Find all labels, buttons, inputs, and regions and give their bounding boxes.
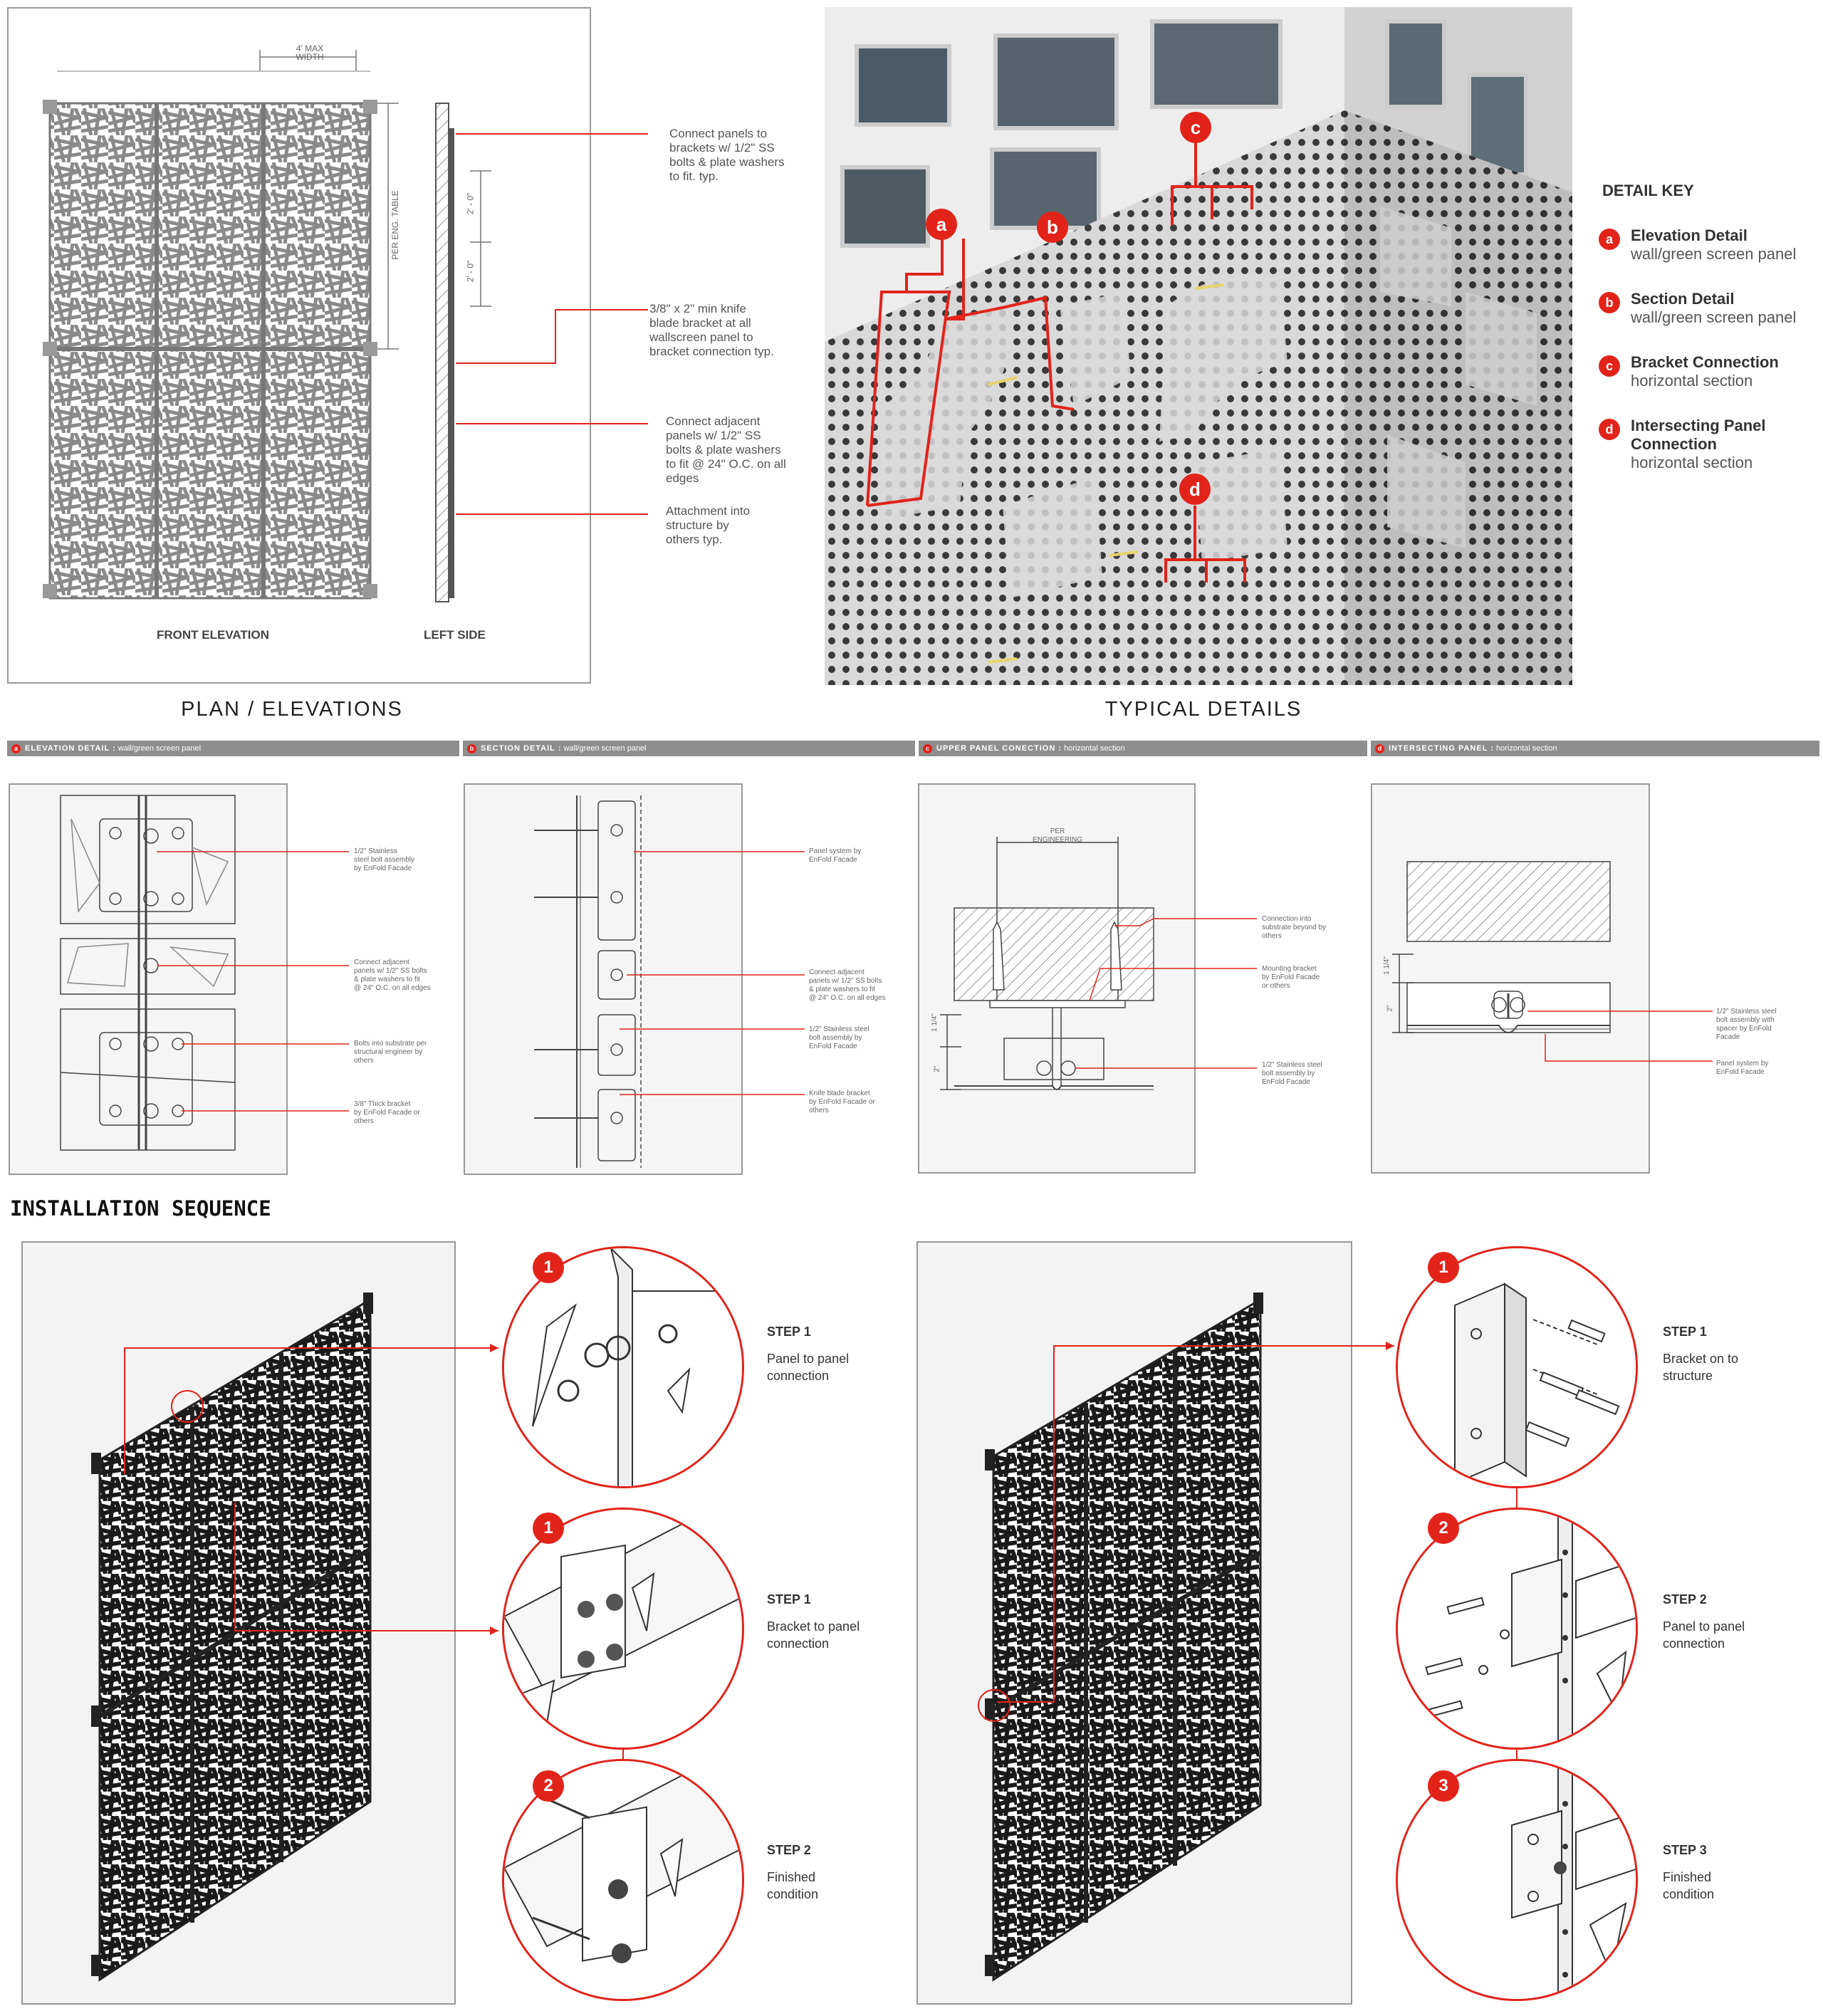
plan-note-3: Connect adjacent panels w/ 1/2" SS bolts & plate washers to fit @ 24" O.C. on all edges <box>666 414 786 485</box>
left-step1-title: STEP 1 <box>767 1325 811 1339</box>
photo-marker-a: a <box>926 209 957 240</box>
plan-dim-height: PER ENG. TABLE <box>390 190 400 260</box>
key-dot-a: a <box>1599 229 1620 250</box>
key-dot-d: d <box>1599 419 1620 440</box>
detail-c-dim-b: 2" <box>933 1065 941 1072</box>
right-step2-title: STEP 2 <box>1663 1592 1707 1607</box>
detail-bar-b-text: wall/green screen panel <box>563 744 647 753</box>
detail-b-note-3: 1/2" Stainless steel bolt assembly by EnFold Facade <box>809 1025 869 1050</box>
detail-a-note-3: Bolts into substrate per structural engineer by others <box>354 1040 427 1065</box>
left-step1-desc: Panel to panel connection <box>767 1352 850 1383</box>
photo-marker-c: c <box>1180 112 1211 143</box>
detail-d-dim-b: 2" <box>1386 1005 1394 1012</box>
key-title-a: Elevation Detail <box>1631 226 1748 244</box>
left-step2-number: 2 <box>533 1770 564 1802</box>
left-step2-title: STEP 2 <box>767 1843 811 1857</box>
installation-title: INSTALLATION SEQUENCE <box>10 1196 271 1221</box>
label-front-elevation: FRONT ELEVATION <box>157 628 270 642</box>
detail-bar-b-bold: SECTION DETAIL : <box>481 744 562 753</box>
detail-c-note-2: Mounting bracket by EnFold Facade or others <box>1262 965 1320 990</box>
key-sub-b: wall/green screen panel <box>1631 308 1797 326</box>
left-step1-number: 1 <box>533 1252 564 1283</box>
detail-d-note-2: Panel system by EnFold Facade <box>1716 1060 1769 1076</box>
detail-bar-c-bold: UPPER PANEL CONECTION : <box>936 744 1062 753</box>
key-title-d: Intersecting Panel Connection <box>1631 417 1766 453</box>
photo-marker-d: d <box>1179 474 1211 505</box>
detail-d-dim-a: 1 1/4" <box>1382 956 1391 975</box>
plan-dim-2b: 2' - 0" <box>465 260 476 283</box>
label-left-side: LEFT SIDE <box>424 628 486 642</box>
detail-c-note-3: 1/2" Stainless steel bolt assembly by EnFold Facade <box>1262 1061 1322 1086</box>
detail-bar-c-letter: c <box>923 744 932 753</box>
detail-c-dim-a: 1 1/4" <box>930 1013 939 1032</box>
plan-note-2: 3/8" x 2" min knife blade bracket at all wallscreen panel to bracket connection typ. <box>649 302 774 358</box>
caption-plan-elevations: PLAN / ELEVATIONS <box>181 698 403 721</box>
detail-c-note-1: Connection into substrate beyond by others <box>1262 915 1327 940</box>
key-dot-b: b <box>1599 292 1620 313</box>
detail-key-title: DETAIL KEY <box>1602 182 1694 199</box>
right-step1-desc: Bracket on to structure <box>1663 1352 1739 1383</box>
plan-dim-2a: 2' - 0" <box>465 192 476 215</box>
detail-bar-a-text: wall/green screen panel <box>117 744 202 753</box>
key-sub-c: horizontal section <box>1631 372 1753 390</box>
detail-c-dim: PER ENGINEERING <box>1032 827 1082 844</box>
key-sub-a: wall/green screen panel <box>1631 245 1797 263</box>
left-step1b-number: 1 <box>533 1513 564 1544</box>
right-step3-number: 3 <box>1428 1770 1459 1802</box>
plan-dim-width: 4' MAX WIDTH <box>296 43 324 62</box>
detail-b-note-1: Panel system by EnFold Facade <box>809 847 862 864</box>
caption-typical-details: TYPICAL DETAILS <box>1104 698 1302 721</box>
right-step3-desc: Finished condition <box>1663 1870 1715 1901</box>
detail-a-note-4: 3/8" Thick bracket by EnFold Facade or others <box>354 1100 420 1125</box>
key-title-b: Section Detail <box>1631 290 1735 308</box>
detail-bar-c-text: horizontal section <box>1064 744 1125 753</box>
detail-b-note-2: Connect adjacent panels w/ 1/2" SS bolts & plate washers to fit @ 24" O.C. on all edges <box>809 968 886 1002</box>
detail-d-note-1: 1/2" Stainless steel bolt assembly with spacer by EnFold Facade <box>1716 1008 1777 1041</box>
detail-bar-d-text: horizontal section <box>1496 744 1557 753</box>
detail-a-note-2: Connect adjacent panels w/ 1/2" SS bolts & plate washers to fit @ 24" O.C. on all edges <box>354 959 431 992</box>
right-step2-desc: Panel to panel connection <box>1663 1619 1745 1651</box>
key-sub-d: horizontal section <box>1631 454 1753 471</box>
detail-bar-a-bold: ELEVATION DETAIL : <box>25 744 116 753</box>
left-step1b-title: STEP 1 <box>767 1592 811 1607</box>
key-title-c: Bracket Connection <box>1631 353 1779 371</box>
photo-marker-b: b <box>1037 211 1068 243</box>
key-dot-c: c <box>1599 355 1620 377</box>
right-step2-number: 2 <box>1428 1513 1459 1544</box>
detail-b-note-4: Knife blade bracket by EnFold Facade or others <box>809 1090 875 1114</box>
detail-a-note-1: 1/2" Stainless steel bolt assembly by EnFold Facade <box>354 847 415 872</box>
right-step1-number: 1 <box>1428 1252 1459 1283</box>
plan-note-1: Connect panels to brackets w/ 1/2" SS bolts & plate washers to fit. typ. <box>669 127 785 183</box>
right-step3-title: STEP 3 <box>1663 1843 1707 1857</box>
detail-bar-a-letter: a <box>11 744 21 753</box>
plan-note-4: Attachment into structure by others typ. <box>666 504 751 546</box>
detail-bar-b-letter: b <box>467 744 476 753</box>
left-step1b-desc: Bracket to panel connection <box>767 1619 860 1651</box>
detail-bar-d-letter: d <box>1375 744 1384 753</box>
left-step2-desc: Finished condition <box>767 1870 819 1901</box>
detail-bar-d-bold: INTERSECTING PANEL : <box>1389 744 1494 753</box>
right-step1-title: STEP 1 <box>1663 1325 1707 1339</box>
